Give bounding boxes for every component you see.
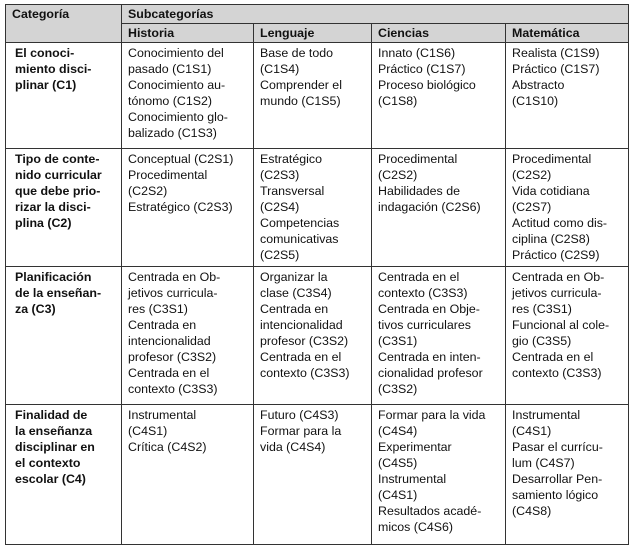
category-cell [6,405,122,545]
cell-line: (C4S1) [128,424,168,438]
subcategory-cell [372,43,506,149]
cell-line: escolar (C4) [15,472,86,486]
subcategory-cell [122,43,254,149]
cell-line: (C2S3) [260,168,300,182]
cell-line: contexto (C3S3) [378,286,468,300]
cell-line: (C1S4) [260,62,300,76]
cell-line: Centrada en el [512,350,594,364]
subcategory-cell [254,149,372,267]
subcategory-cell [506,43,629,149]
cell-line: Crítica (C4S2) [128,440,207,454]
cell-line: samiento lógico [512,488,599,502]
cell-line: Finalidad de [15,408,88,422]
cell-line: (C4S4) [378,424,418,438]
cell-line: (C3S2) [378,382,418,396]
cell-line: mundo (C1S5) [260,94,341,108]
cell-line: ciplina (C2S8) [512,232,590,246]
cell-line: Conceptual (C2S1) [128,152,234,166]
subcategory-cell [372,405,506,545]
cell-line: Centrada en Ob- [512,270,605,284]
cell-line: Centrada en el [260,350,342,364]
subcategories-header: Subcategorías [122,5,629,24]
cell-line: (C4S1) [378,488,418,502]
cell-line: (C1S8) [378,94,418,108]
subcategory-cell [254,267,372,405]
cell-line: gio (C3S5) [512,334,572,348]
cell-line: res (C3S1) [128,302,188,316]
cell-line: (C2S5) [260,248,300,262]
cell-line: (C1S10) [512,94,559,108]
cell-line: Experimentar [378,440,452,454]
subcategory-cell [372,267,506,405]
cell-line: Conocimiento au- [128,78,226,92]
subcategory-cell [122,405,254,545]
cell-line: plina (C2) [15,216,72,230]
subcategory-cell [254,43,372,149]
cell-line: Actitud como dis- [512,216,608,230]
cell-line: balizado (C1S3) [128,126,217,140]
cell-line: Instrumental [512,408,581,422]
cell-line: indagación (C2S6) [378,200,481,214]
cell-line: Centrada en inten- [378,350,481,364]
cell-line: Procedimental [128,168,208,182]
cell-line: miento disci- [15,62,92,76]
cell-line: Práctico (C1S7) [378,62,466,76]
cell-line: disciplinar en [15,440,95,454]
cell-line: intencionalidad [128,334,211,348]
cell-line: (C4S1) [512,424,552,438]
cell-line: Procedimental [378,152,458,166]
cell-line: Abstracto [512,78,565,92]
cell-line: Desarrollar Pen- [512,472,603,486]
cell-line: Transversal [260,184,325,198]
cell-line: Centrada en Ob- [128,270,221,284]
cell-line: el contexto [15,456,81,470]
cell-line: Práctico (C1S7) [512,62,600,76]
cell-line: Estratégico [260,152,322,166]
cell-line: Base de todo [260,46,334,60]
cell-line: Conocimiento del [128,46,224,60]
cell-line: micos (C4S6) [378,520,454,534]
cell-line: (C2S2) [512,168,552,182]
column-header-lenguaje: Lenguaje [254,24,372,43]
cell-line: vida (C4S4) [260,440,326,454]
cell-line: Centrada en el [378,270,460,284]
cell-line: (C3S1) [378,334,418,348]
cell-line: Resultados acadé- [378,504,482,518]
cell-line: Realista (C1S9) [512,46,600,60]
cell-line: Formar para la [260,424,342,438]
cell-line: tónomo (C1S2) [128,94,213,108]
cell-line: Estratégico (C2S3) [128,200,233,214]
cell-line: Centrada en el [128,366,210,380]
table-row [6,43,629,149]
cell-line: Competencias [260,216,340,230]
category-cell [6,43,122,149]
cell-line: que debe prio- [15,184,101,198]
cell-line: (C4S5) [378,456,418,470]
cell-line: El conoci- [15,46,75,60]
cell-line: profesor (C3S2) [128,350,217,364]
subcategory-cell [506,149,629,267]
cell-line: nido curricular [15,168,102,182]
cell-line: Vida cotidiana [512,184,590,198]
table-row [6,267,629,405]
cell-line: Procedimental [512,152,592,166]
cell-line: intencionalidad [260,318,343,332]
cell-line: comunicativas [260,232,339,246]
cell-line: jetivos curricula- [512,286,602,300]
categories-table [5,4,629,545]
cell-line: plinar (C1) [15,78,77,92]
cell-line: lum (C4S7) [512,456,575,470]
cell-line: contexto (C3S3) [260,366,350,380]
cell-line: Habilidades de [378,184,460,198]
cell-line: (C2S2) [378,168,418,182]
cell-line: (C2S2) [128,184,168,198]
cell-line: za (C3) [15,302,56,316]
cell-line: (C2S4) [260,200,300,214]
subcategory-cell [254,405,372,545]
category-header: Categoría [6,5,122,43]
column-header-matematica: Matemática [506,24,629,43]
header-row-top [6,5,629,24]
cell-line: Instrumental [378,472,447,486]
cell-line: Innato (C1S6) [378,46,456,60]
table-row [6,405,629,545]
cell-line: Organizar la [260,270,328,284]
cell-line: jetivos curricula- [128,286,218,300]
subcategory-cell [122,267,254,405]
column-header-ciencias: Ciencias [372,24,506,43]
cell-line: profesor (C3S2) [260,334,349,348]
subcategory-cell [506,405,629,545]
cell-line: rizar la disci- [15,200,91,214]
cell-line: res (C3S1) [512,302,572,316]
cell-line: pasado (C1S1) [128,62,212,76]
cell-line: Funcional al cole- [512,318,610,332]
cell-line: Instrumental [128,408,197,422]
cell-line: Formar para la vida [378,408,486,422]
cell-line: la enseñanza [15,424,93,438]
cell-line: Centrada en Obje- [378,302,480,316]
category-cell [6,149,122,267]
cell-line: contexto (C3S3) [128,382,218,396]
cell-line: tivos curriculares [378,318,471,332]
cell-line: cionalidad profesor [378,366,483,380]
cell-line: Pasar el currícu- [512,440,603,454]
cell-line: (C2S7) [512,200,552,214]
table-row [6,149,629,267]
cell-line: contexto (C3S3) [512,366,602,380]
column-header-historia: Historia [122,24,254,43]
cell-line: de la enseñan- [15,286,102,300]
subcategory-cell [506,267,629,405]
cell-line: Conocimiento glo- [128,110,228,124]
cell-line: (C4S8) [512,504,552,518]
cell-line: Tipo de conte- [15,152,100,166]
cell-line: Centrada en [260,302,329,316]
cell-line: Proceso biológico [378,78,476,92]
cell-line: Comprender el [260,78,342,92]
subcategory-cell [122,149,254,267]
category-cell [6,267,122,405]
cell-line: Centrada en [128,318,197,332]
cell-line: Futuro (C4S3) [260,408,339,422]
cell-line: Práctico (C2S9) [512,248,600,262]
cell-line: clase (C3S4) [260,286,332,300]
cell-line: Planificación [15,270,92,284]
subcategory-cell [372,149,506,267]
